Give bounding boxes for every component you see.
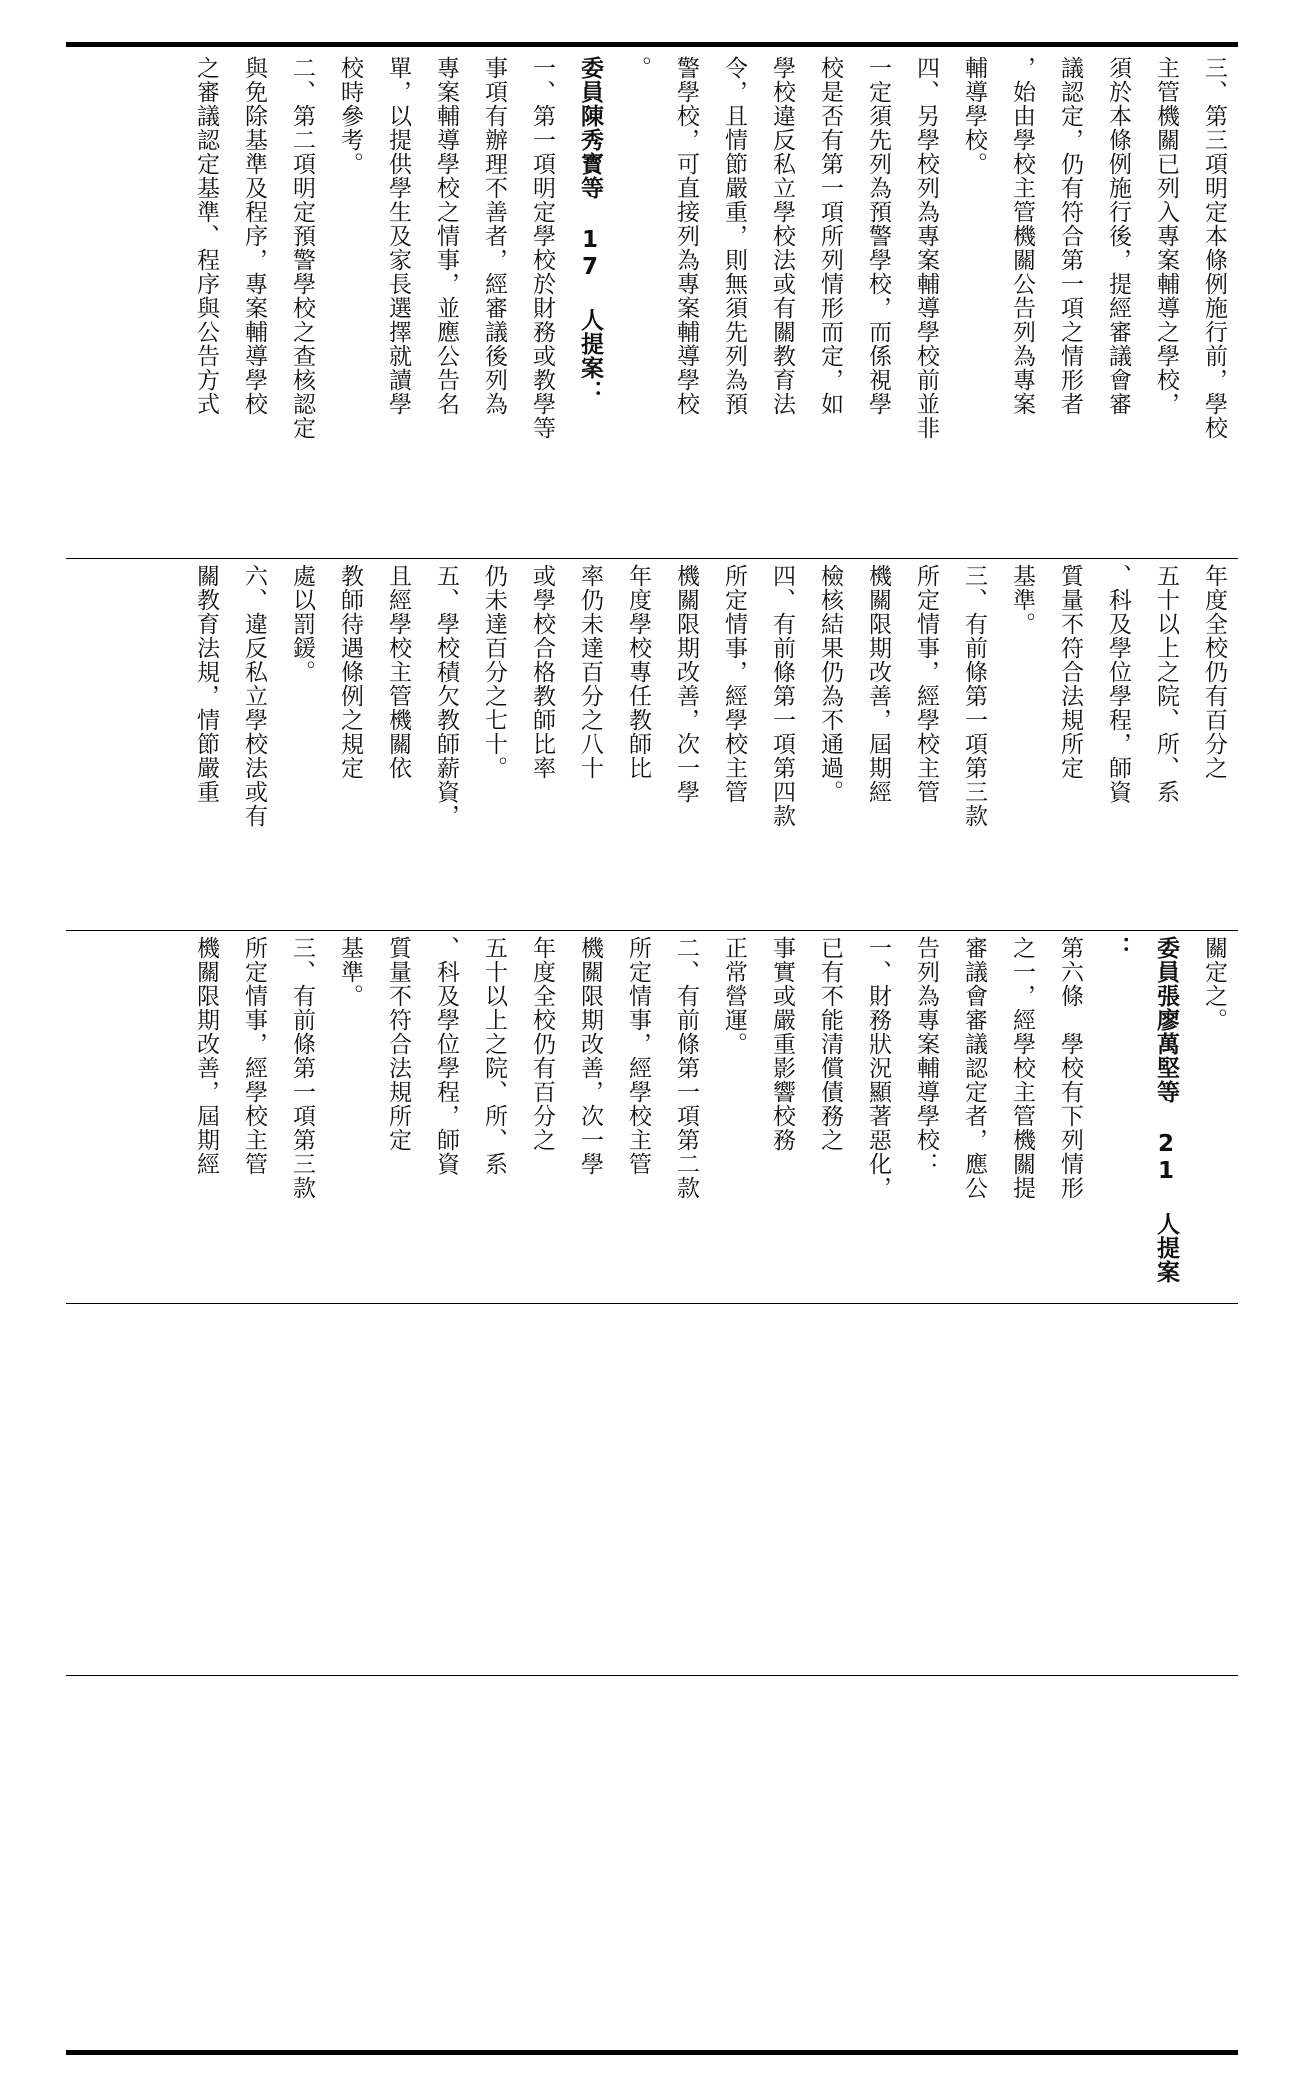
text-line: 質量不符合法規所定 [1057,564,1083,780]
text-line: 六、違反私立學校法或有 [241,564,267,828]
text-line: 關教育法規，情節嚴重 [193,564,219,804]
text-line: 所定情事，經學校主管 [625,936,651,1176]
text-line: 機關限期改善，屆期經 [193,936,219,1176]
text-line: 機關限期改善，次一學 [577,936,603,1176]
text-line: 輔導學校。 [961,56,987,176]
text-line: 年度全校仍有百分之 [1201,564,1227,780]
text-line: 機關限期改善，次一學 [673,564,699,804]
text-line: 第六條 學校有下列情形 [1057,936,1083,1200]
text-line: 校是否有第一項所列情形而定，如 [817,56,843,416]
text-line: 與免除基準及程序，專案輔導學校 [241,56,267,416]
divider-3 [66,1303,1238,1304]
text-line: 正常營運。 [721,936,747,1056]
text-line: 四、另學校列為專案輔導學校前並非 [913,56,939,440]
text-line: 議認定，仍有符合第一項之情形者 [1057,56,1083,416]
text-line: 之審議認定基準、程序與公告方式 [193,56,219,416]
text-line: 事項有辦理不善者，經審議後列為 [481,56,507,416]
text-line: 已有不能清償債務之 [817,936,843,1152]
table-column-right [66,56,1238,552]
top-rule [66,42,1238,47]
text-line: 或學校合格教師比率 [529,564,555,780]
text-line: 。 [625,56,651,80]
text-line: 一定須先列為預警學校，而係視學 [865,56,891,416]
table-column-middle [66,564,1238,924]
text-line: 率仍未達百分之八十 [577,564,603,780]
table-column-left [66,936,1238,1298]
text-line: 須於本條例施行後，提經審議會審 [1105,56,1131,416]
text-line: 四、有前條第一項第四款 [769,564,795,828]
text-line: 三、第三項明定本條例施行前，學校 [1201,56,1227,440]
text-line: 學校違反私立學校法或有關教育法 [769,56,795,416]
text-line: 質量不符合法規所定 [385,936,411,1152]
column-left-text [182,936,1238,1298]
text-line: 關定之。 [1201,936,1227,1032]
text-line: 主管機關已列入專案輔導之學校， [1153,56,1179,416]
text-line: 年度學校專任教師比 [625,564,651,780]
text-line: 五十以上之院、所、系 [1153,564,1179,804]
text-line: 校時參考。 [337,56,363,176]
text-line: 警學校，可直接列為專案輔導學校 [673,56,699,416]
text-line: 之一，經學校主管機關提 [1009,936,1035,1200]
bottom-rule [66,2050,1238,2055]
text-line: 檢核結果仍為不通過。 [817,564,843,804]
column-middle-text [182,564,1238,924]
text-line: 五、學校積欠教師薪資， [433,564,459,828]
text-line: 一、第一項明定學校於財務或教學等 [529,56,555,440]
text-line: 仍未達百分之七十。 [481,564,507,780]
text-line: 處以罰鍰。 [289,564,315,684]
text-line: 審議會審議認定者，應公 [961,936,987,1200]
text-line: 事實或嚴重影響校務 [769,936,795,1152]
text-line: ，始由學校主管機關公告列為專案 [1009,56,1035,416]
text-line: 且經學校主管機關依 [385,564,411,780]
text-line: 所定情事，經學校主管 [721,564,747,804]
text-line: 、科及學位學程，師資 [1105,564,1131,804]
text-line: 令，且情節嚴重，則無須先列為預 [721,56,747,416]
text-line: 基準。 [337,936,363,1008]
text-line: 三、有前條第一項第三款 [289,936,315,1200]
text-line: 基準。 [1009,564,1035,636]
text-line: 專案輔導學校之情事，並應公告名 [433,56,459,416]
column-right-text [182,56,1238,552]
text-line: 所定情事，經學校主管 [241,936,267,1176]
divider-2 [66,930,1238,931]
text-line: 所定情事，經學校主管 [913,564,939,804]
divider-1 [66,558,1238,559]
text-line: 委員張廖萬堅等 21 人提案 [1153,936,1179,1284]
divider-4 [66,1675,1238,1676]
text-line: 教師待遇條例之規定 [337,564,363,780]
text-line: 二、第二項明定預警學校之查核認定 [289,56,315,440]
text-line: 告列為專案輔導學校： [913,936,939,1176]
text-line: 機關限期改善，屆期經 [865,564,891,804]
text-line: ： [1105,936,1131,960]
text-line: 委員陳秀寳等 17 人提案： [577,56,603,404]
text-line: 二、有前條第一項第二款 [673,936,699,1200]
text-line: 五十以上之院、所、系 [481,936,507,1176]
text-line: 單，以提供學生及家長選擇就讀學 [385,56,411,416]
text-line: 一、財務狀況顯著惡化， [865,936,891,1200]
text-line: 年度全校仍有百分之 [529,936,555,1152]
text-line: 、科及學位學程，師資 [433,936,459,1176]
text-line: 三、有前條第一項第三款 [961,564,987,828]
